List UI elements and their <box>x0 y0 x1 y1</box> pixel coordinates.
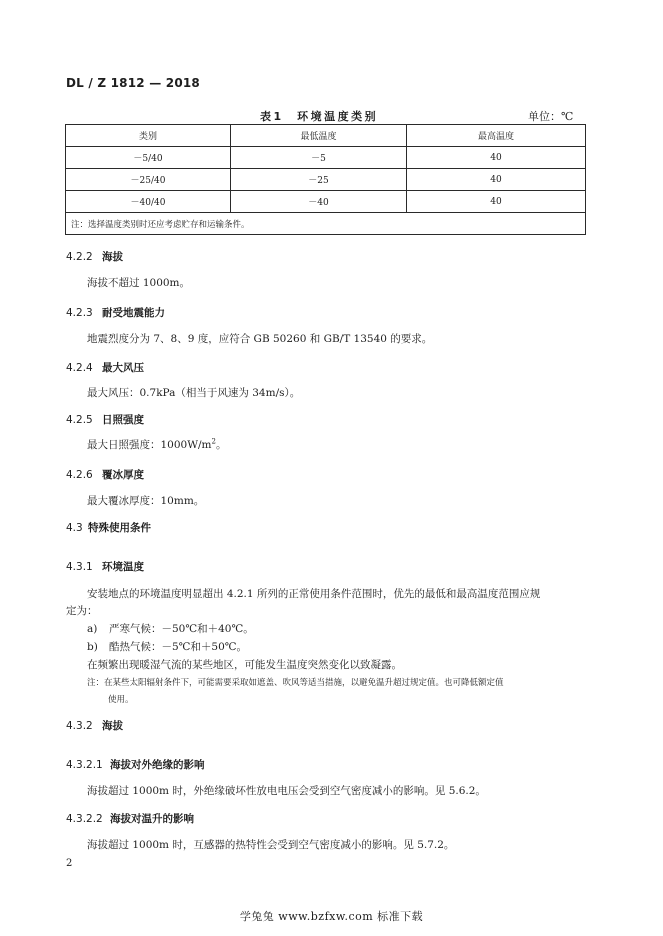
table-cell: －25 <box>231 169 407 191</box>
table-header-row <box>66 125 586 147</box>
table-row <box>66 169 586 191</box>
table-cell: －25/40 <box>66 169 231 191</box>
section-4-3-1-text-line2: 定为： <box>66 605 98 617</box>
section-4-3-2-1-heading: 4.3.2.1 海拔对外绝缘的影响 <box>66 759 205 771</box>
section-4-2-3-text: 地震烈度分为 7、8、9 度，应符合 GB 50260 和 GB/T 13540 的要求。 <box>87 333 433 345</box>
section-4-2-2-heading: 4.2.2 海拔 <box>66 251 123 263</box>
section-4-3-1-note-line2: 使用。 <box>108 695 134 705</box>
section-4-3-1-heading: 4.3.1 环境温度 <box>66 561 144 573</box>
section-4-3-1-note-line1: 注：在某些太阳辐射条件下，可能需要采取如遮盖、吹风等适当措施，以避免温升超过规定值。也可降低额定值 <box>87 678 504 688</box>
table-cell: －5/40 <box>66 147 231 169</box>
table-caption: 表1 环境温度类别 <box>260 110 379 123</box>
section-4-2-6-text: 最大覆冰厚度：10mm。 <box>87 495 205 507</box>
section-4-3-2-1-text: 海拔超过 1000m 时，外绝缘破坏性放电电压会受到空气密度减小的影响。见 5.6.2。 <box>87 785 486 797</box>
temperature-category-table <box>65 124 586 235</box>
section-4-3-2-2-text: 海拔超过 1000m 时，互感器的热特性会受到空气密度减小的影响。见 5.7.2。 <box>87 839 455 851</box>
table-row <box>66 147 586 169</box>
table-row <box>66 191 586 213</box>
column-header: 类别 <box>66 125 231 147</box>
table-cell: 40 <box>407 169 586 191</box>
section-4-3-1-text-line1: 安装地点的环境温度明显超出 4.2.1 所列的正常使用条件范围时，优先的最低和最高温度范围应规 <box>87 588 541 600</box>
list-item-a: a) 严寒气候：－50℃和＋40℃。 <box>87 623 254 635</box>
table-unit: 单位：℃ <box>528 110 574 123</box>
section-4-3-2-heading: 4.3.2 海拔 <box>66 720 123 732</box>
table-cell: 40 <box>407 147 586 169</box>
page-number: 2 <box>66 858 73 869</box>
section-4-2-2-text: 海拔不超过 1000m。 <box>87 277 191 289</box>
table-cell: －40/40 <box>66 191 231 213</box>
table-cell: －40 <box>231 191 407 213</box>
footer-watermark-text: 学兔兔 www.bzfxw.com 标准下载 <box>239 910 424 923</box>
section-4-2-6-heading: 4.2.6 覆冰厚度 <box>66 469 144 481</box>
section-4-3-heading: 4.3 特殊使用条件 <box>66 522 151 534</box>
table-note: 注：选择温度类别时还应考虑贮存和运输条件。 <box>66 213 586 235</box>
section-4-3-2-2-heading: 4.3.2.2 海拔对温升的影响 <box>66 813 194 825</box>
column-header: 最高温度 <box>407 125 586 147</box>
section-4-2-3-heading: 4.2.3 耐受地震能力 <box>66 307 165 319</box>
section-4-2-4-heading: 4.2.4 最大风压 <box>66 362 144 374</box>
section-4-3-1-text-line3: 在频繁出现暖湿气流的某些地区，可能发生温度突然变化以致凝露。 <box>87 659 402 671</box>
document-code-header: DL / Z 1812 — 2018 <box>66 76 200 90</box>
section-4-2-4-text: 最大风压：0.7kPa（相当于风速为 34m/s）。 <box>87 387 301 399</box>
section-4-2-5-heading: 4.2.5 日照强度 <box>66 414 144 426</box>
column-header: 最低温度 <box>231 125 407 147</box>
table-cell: －5 <box>231 147 407 169</box>
list-item-b: b) 酷热气候：－5℃和＋50℃。 <box>87 641 248 653</box>
section-4-2-5-text: 最大日照强度：$1000W/m^2$。 <box>87 437 227 451</box>
table-note-row <box>66 213 586 235</box>
table-cell: 40 <box>407 191 586 213</box>
